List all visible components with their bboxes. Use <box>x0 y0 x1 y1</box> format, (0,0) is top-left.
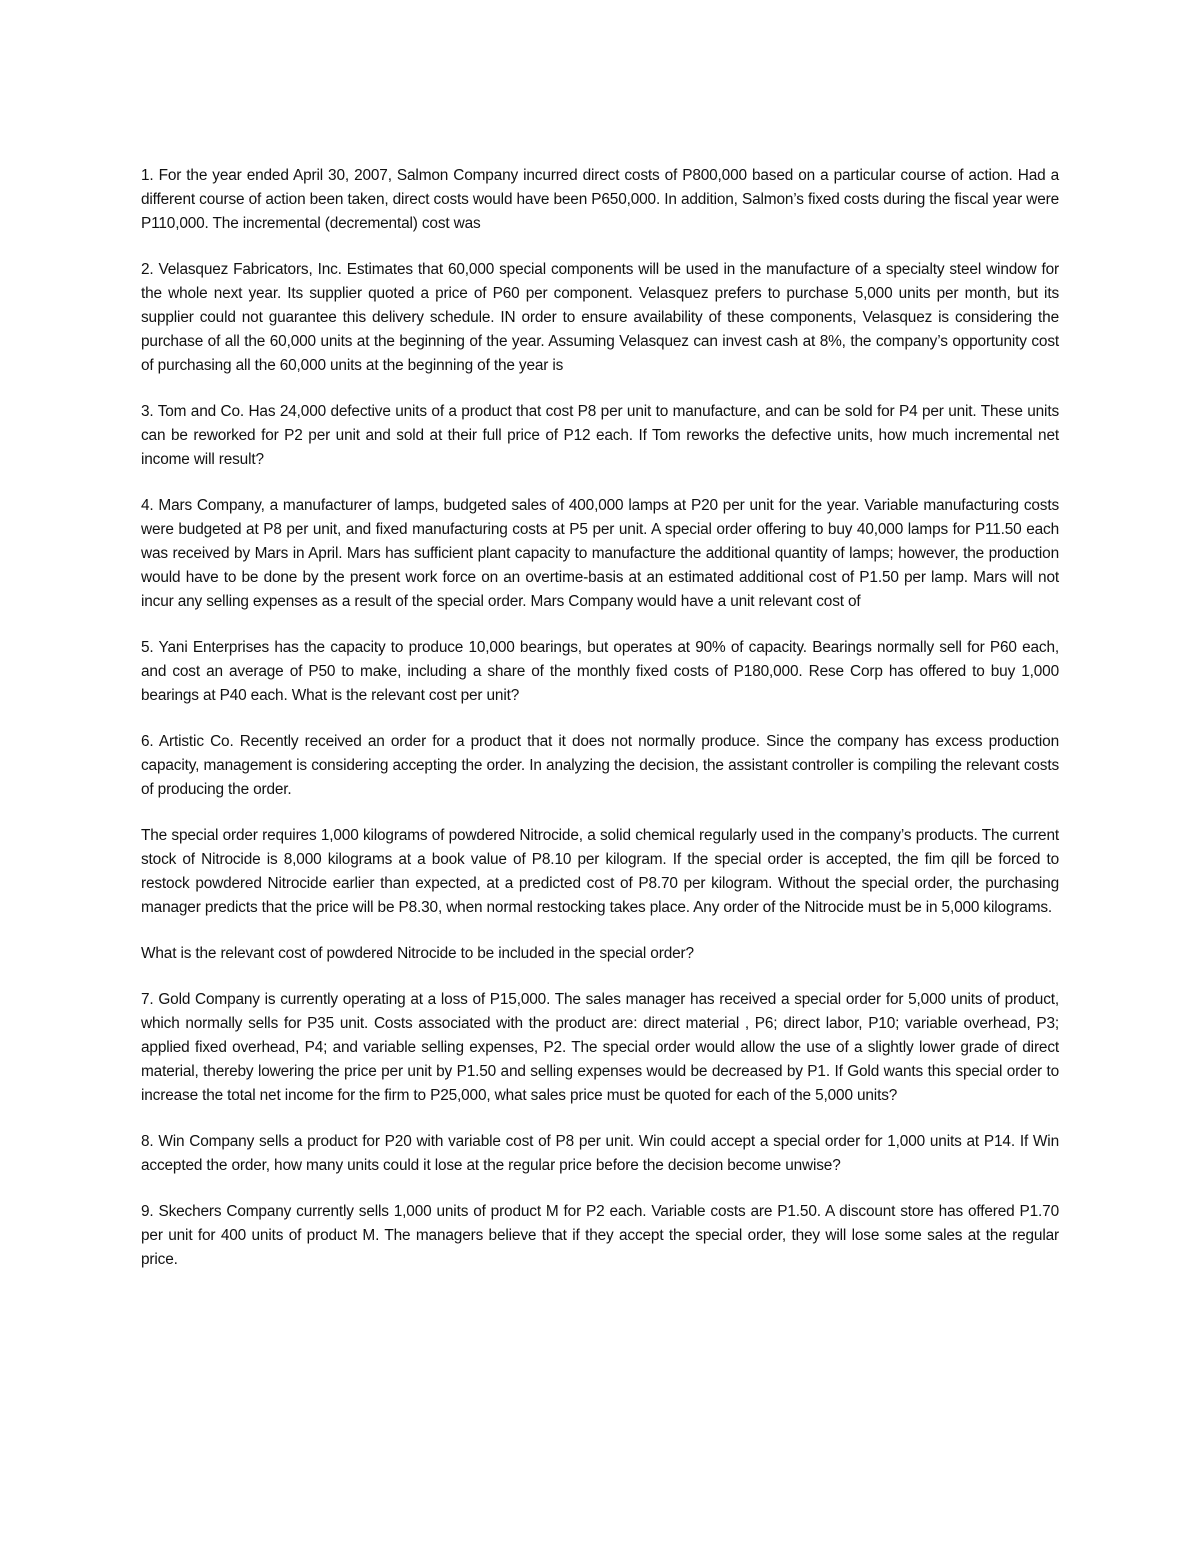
question-7: 7. Gold Company is currently operating at a loss of P15,000. The sales manager has received a special order for 5,000 units of product, which normally sells for P35 unit. Costs associated with the product are: direct material , P6; direct labor, P10; variable overhead, P3; applied fixed overhead, P4; and variable selling expenses, P2. The special order would allow the use of a slightly lower grade of direct material, thereby lowering the price per unit by P1.50 and selling expenses would be decreased by P1. If Gold wants this special order to increase the total net income for the firm to P25,000, what sales price must be quoted for each of the 5,000 units? <box>141 991 1059 1104</box>
document-body <box>141 164 1059 1294</box>
question-8: 8. Win Company sells a product for P20 with variable cost of P8 per unit. Win could accept a special order for 1,000 units at P14. If Win accepted the order, how many units could it lose at the regular price before the decision become unwise? <box>141 1133 1059 1174</box>
question-3: 3. Tom and Co. Has 24,000 defective units of a product that cost P8 per unit to manufacture, and can be sold for P4 per unit. These units can be reworked for P2 per unit and sold at their full price of P12 each. If Tom reworks the defective units, how much incremental net income will result? <box>141 403 1059 468</box>
question-6-details: The special order requires 1,000 kilograms of powdered Nitrocide, a solid chemical regularly used in the company’s products. The current stock of Nitrocide is 8,000 kilograms at a book value of P8.10 per kilogram. If the special order is accepted, the fim qill be forced to restock powdered Nitrocide earlier than expected, at a predicted cost of P8.70 per kilogram. Without the special order, the purchasing manager predicts that the price will be P8.30, when normal restocking takes place. Any order of the Nitrocide must be in 5,000 kilograms. <box>141 827 1059 916</box>
question-1: 1. For the year ended April 30, 2007, Salmon Company incurred direct costs of P800,000 based on a particular course of action. Had a different course of action been taken, direct costs would have been P650,000. In addition, Salmon’s fixed costs during the fiscal year were P110,000. The incremental (decremental) cost was <box>141 167 1059 232</box>
question-4: 4. Mars Company, a manufacturer of lamps, budgeted sales of 400,000 lamps at P20 per unit for the year. Variable manufacturing costs were budgeted at P8 per unit, and fixed manufacturing costs at P5 per unit. A special order offering to buy 40,000 lamps for P11.50 each was received by Mars in April. Mars has sufficient plant capacity to manufacture the additional quantity of lamps; however, the production would have to be done by the present work force on an overtime-basis at an estimated additional cost of P1.50 per lamp. Mars will not incur any selling expenses as a result of the special order. Mars Company would have a unit relevant cost of <box>141 497 1059 610</box>
question-9: 9. Skechers Company currently sells 1,000 units of product M for P2 each. Variable costs are P1.50. A discount store has offered P1.70 per unit for 400 units of product M. The managers believe that if they accept the special order, they will lose some sales at the regular price. <box>141 1203 1059 1268</box>
question-2: 2. Velasquez Fabricators, Inc. Estimates that 60,000 special components will be used in the manufacture of a specialty steel window for the whole next year. Its supplier quoted a price of P60 per component. Velasquez prefers to purchase 5,000 units per month, but its supplier could not guarantee this delivery schedule. IN order to ensure availability of these components, Velasquez is considering the purchase of all the 60,000 units at the beginning of the year. Assuming Velasquez can invest cash at 8%, the company’s opportunity cost of purchasing all the 60,000 units at the beginning of the year is <box>141 261 1059 374</box>
question-6: 6. Artistic Co. Recently received an order for a product that it does not normally produce. Since the company has excess production capacity, management is considering accepting the order. In analyzing the decision, the assistant controller is compiling the relevant costs of producing the order. <box>141 733 1059 798</box>
question-6-prompt: What is the relevant cost of powdered Nitrocide to be included in the special order? <box>141 945 694 962</box>
question-5: 5. Yani Enterprises has the capacity to produce 10,000 bearings, but operates at 90% of capacity. Bearings normally sell for P60 each, and cost an average of P50 to make, including a share of the monthly fixed costs of P180,000. Rese Corp has offered to buy 1,000 bearings at P40 each. What is the relevant cost per unit? <box>141 639 1059 704</box>
